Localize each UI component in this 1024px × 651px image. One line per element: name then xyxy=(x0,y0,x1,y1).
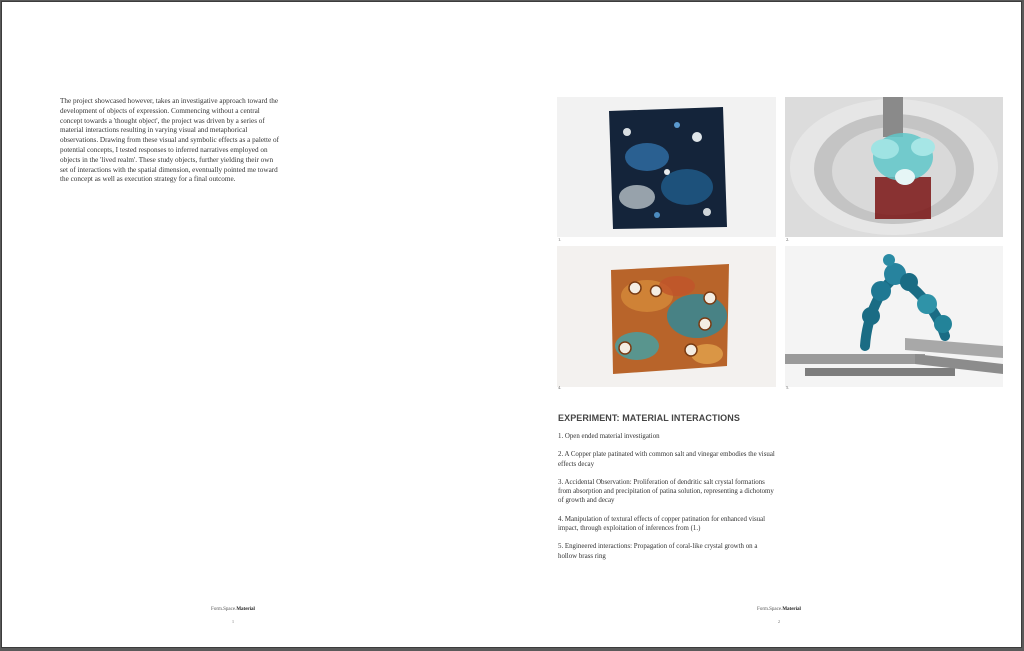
photo-coral-crystal xyxy=(785,246,1003,387)
footer-title: Material xyxy=(782,607,801,612)
footer-title: Material xyxy=(236,607,255,612)
page-number-left: 1 xyxy=(231,619,235,624)
experiment-heading: EXPERIMENT: MATERIAL INTERACTIONS xyxy=(558,413,740,423)
list-item: 4. Manipulation of textural effects of copper patination for enhanced visual impact, through exploitation of inferences from (1.) xyxy=(558,515,766,533)
right-footer xyxy=(739,607,819,612)
intro-paragraph: The project showcased however, takes an investigative approach toward the development of objects of expression. Commencing without a central concept towards a 'thought object', the project was driven by a series of material interactions resulting in varying visual and metaphorical observations. Drawing from these visual and symbolic effects as a palette of potential concepts, I tested responses to inferred narratives employed on objects in the 'lived realm'. These study objects, further yielding their own set of interactions with the spatial dimension, eventually pointed me toward the concept as well as execution strategy for a final outcome. xyxy=(60,97,280,184)
experiment-list xyxy=(558,432,778,570)
photo-copper-plate xyxy=(557,246,776,387)
photo-patinated-plate xyxy=(557,97,776,237)
caption-4: 4. xyxy=(558,385,562,390)
caption-5: 5. xyxy=(786,385,790,390)
photo-salt-crystals xyxy=(785,97,1003,237)
footer-prefix: Form.Space. xyxy=(211,607,237,612)
list-item: 2. A Copper plate patinated with common salt and vinegar embodies the visual effects decay xyxy=(558,451,775,468)
list-item: 3. Accidental Observation: Proliferation of dendritic salt crystal formations from absorption and precipitation of patina solution, representing a dichotomy of growth and decay xyxy=(558,478,774,505)
caption-1: 1. xyxy=(558,237,562,242)
caption-2: 2. xyxy=(786,237,790,242)
list-item: 5. Engineered interactions: Propagation of coral-like crystal growth on a hollow brass ring xyxy=(558,543,758,560)
page-number-right: 2 xyxy=(777,619,781,624)
list-item: 1. Open ended material investigation xyxy=(558,433,660,440)
left-footer xyxy=(193,607,273,612)
page-spread xyxy=(1,1,1022,648)
footer-prefix: Form.Space. xyxy=(757,607,783,612)
